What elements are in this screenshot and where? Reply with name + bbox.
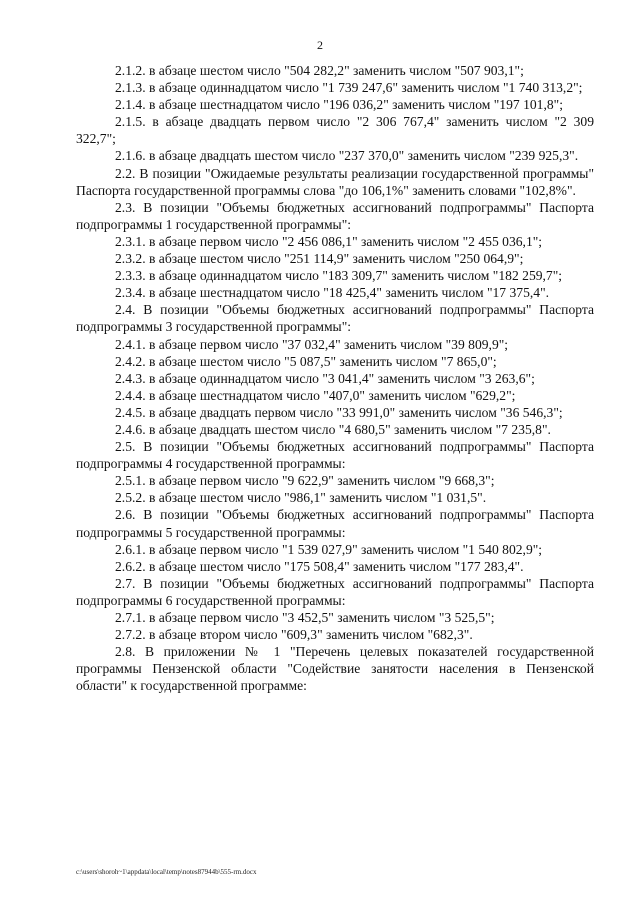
- paragraph-2-3-4: 2.3.4. в абзаце шестнадцатом число "18 425,4" заменить числом "17 375,4".: [115, 285, 550, 301]
- paragraph-2-6-1: 2.6.1. в абзаце первом число "1 539 027,9" заменить числом "1 540 802,9";: [115, 541, 543, 557]
- paragraph-2-1-4: 2.1.4. в абзаце шестнадцатом число "196 036,2" заменить числом "197 101,8";: [115, 97, 563, 113]
- footer-file-path: c:\users\shoroh~1\appdata\local\temp\notes87944b\555-rm.docx: [76, 868, 257, 876]
- paragraph-2-4-6: 2.4.6. в абзаце двадцать шестом число "4 680,5" заменить числом "7 235,8".: [115, 421, 551, 437]
- paragraph-2-4-1: 2.4.1. в абзаце первом число "37 032,4" заменить числом "39 809,9";: [115, 336, 509, 352]
- paragraph-2-3-3: 2.3.3. в абзаце одиннадцатом число "183 309,7" заменить числом "182 259,7";: [115, 268, 563, 284]
- paragraph-2-3: 2.3. В позиции "Объемы бюджетных ассигнований подпрограммы" Паспорта подпрограммы 1 государственной программы":: [76, 199, 594, 232]
- paragraph-2-5: 2.5. В позиции "Объемы бюджетных ассигнований подпрограммы" Паспорта подпрограммы 4 государственной программы:: [76, 439, 594, 472]
- paragraph-2-4-5: 2.4.5. в абзаце двадцать первом число "33 991,0" заменить числом "36 546,3";: [115, 404, 563, 420]
- paragraph-2-8: 2.8. В приложении № 1 "Перечень целевых показателей государственной программы Пензенской области "Содействие занятости населения в Пензенской области" к государственной программе:: [76, 644, 594, 694]
- paragraph-2-1-5: 2.1.5. в абзаце двадцать первом число "2 306 767,4" заменить числом "2 309 322,7";: [76, 114, 594, 147]
- paragraph-2-3-1: 2.3.1. в абзаце первом число "2 456 086,1" заменить числом "2 455 036,1";: [115, 233, 543, 249]
- paragraph-2-1-3: 2.1.3. в абзаце одиннадцатом число "1 739 247,6" заменить числом "1 740 313,2";: [115, 80, 583, 96]
- paragraph-2-7-2: 2.7.2. в абзаце втором число "609,3" заменить числом "682,3".: [115, 627, 473, 643]
- paragraph-2-1-6: 2.1.6. в абзаце двадцать шестом число "237 370,0" заменить числом "239 925,3".: [115, 148, 579, 164]
- paragraph-2-5-1: 2.5.1. в абзаце первом число "9 622,9" заменить числом "9 668,3";: [115, 473, 495, 489]
- paragraph-2-4: 2.4. В позиции "Объемы бюджетных ассигнований подпрограммы" Паспорта подпрограммы 3 государственной программы":: [76, 302, 594, 335]
- document-body: [76, 62, 594, 694]
- paragraph-2-3-2: 2.3.2. в абзаце шестом число "251 114,9" заменить числом "250 064,9";: [115, 251, 524, 267]
- paragraph-2-6: 2.6. В позиции "Объемы бюджетных ассигнований подпрограммы" Паспорта подпрограммы 5 государственной программы:: [76, 507, 594, 540]
- paragraph-2-6-2: 2.6.2. в абзаце шестом число "175 508,4" заменить числом "177 283,4".: [115, 558, 524, 574]
- paragraph-2-4-3: 2.4.3. в абзаце одиннадцатом число "3 041,4" заменить числом "3 263,6";: [115, 370, 535, 386]
- paragraph-2-7-1: 2.7.1. в абзаце первом число "3 452,5" заменить числом "3 525,5";: [115, 610, 495, 625]
- paragraph-2-4-2: 2.4.2. в абзаце шестом число "5 087,5" заменить числом "7 865,0";: [115, 353, 497, 369]
- paragraph-2-2: 2.2. В позиции "Ожидаемые результаты реализации государственной программы" Паспорта государственной программы слова "до 106,1%" заменить словами "102,8%".: [76, 165, 594, 198]
- paragraph-2-1-2: 2.1.2. в абзаце шестом число "504 282,2" заменить числом "507 903,1";: [115, 63, 524, 78]
- page-number: 2: [317, 38, 323, 52]
- paragraph-2-5-2: 2.5.2. в абзаце шестом число "986,1" заменить числом "1 031,5".: [115, 490, 487, 506]
- paragraph-2-7: 2.7. В позиции "Объемы бюджетных ассигнований подпрограммы" Паспорта подпрограммы 6 государственной программы:: [76, 575, 594, 608]
- paragraph-2-4-4: 2.4.4. в абзаце шестнадцатом число "407,0" заменить числом "629,2";: [115, 387, 516, 403]
